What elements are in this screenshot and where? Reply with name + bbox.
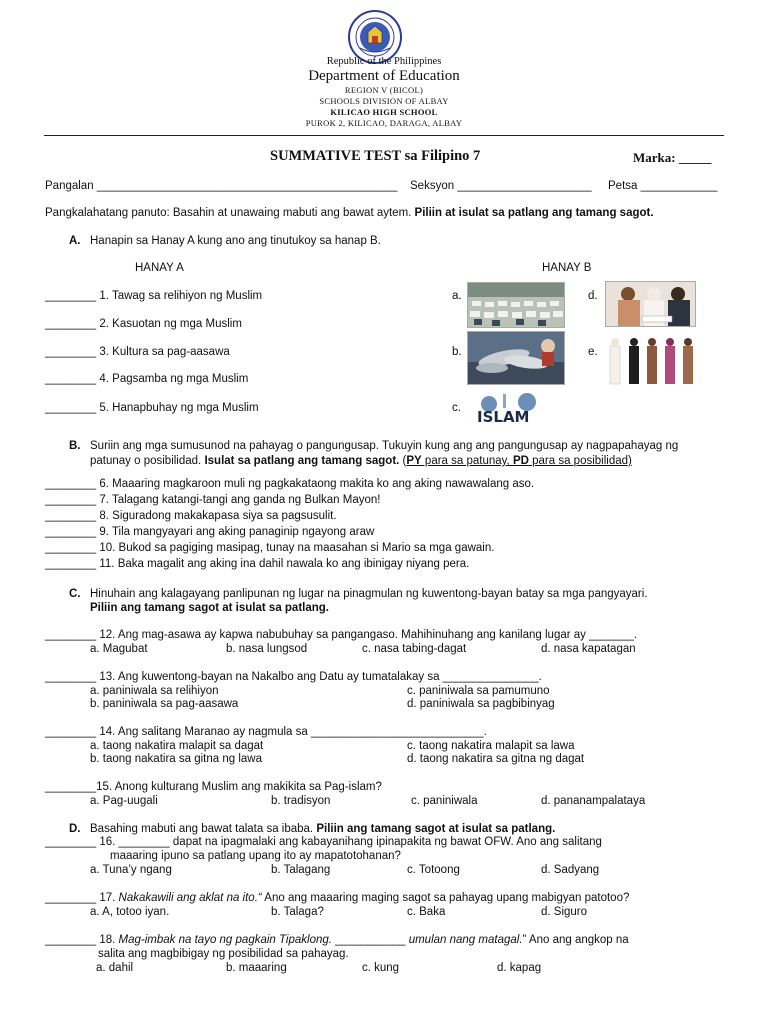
choice-d-label: d. (588, 290, 598, 302)
item-2[interactable]: ________ 2. Kasuotan ng mga Muslim (45, 318, 242, 330)
item-12-choice-a[interactable]: a. Magubat (90, 643, 148, 655)
section-a-instruction: Hanapin sa Hanay A kung ano ang tinutukoy sa hanap B. (90, 235, 381, 247)
item-14-choice-b[interactable]: b. taong nakatira sa gitna ng lawa (90, 753, 262, 765)
test-title: SUMMATIVE TEST sa Filipino 7 (270, 148, 481, 164)
item-18-choice-b[interactable]: b. maaaring (226, 962, 287, 974)
item-6[interactable]: ________ 6. Maaaring magkaroon muli ng pagkakataong makita ko ang aking nawawalang aso. (45, 478, 535, 490)
section-d-letter: D. (69, 823, 81, 835)
item-15-choice-a[interactable]: a. Pag-uugali (90, 795, 158, 807)
section-b-instruction-line2: patunay o posibilidad. Isulat sa patlang ang tamang sagot. (PY para sa patunay, PD para sa posibilidad) (90, 455, 632, 467)
school-name: KILICAO HIGH SCHOOL (330, 107, 438, 117)
item-17-choice-b[interactable]: b. Talaga? (271, 906, 324, 918)
section-a-letter: A. (69, 235, 81, 247)
item-12-choice-b[interactable]: b. nasa lungsod (226, 643, 308, 655)
item-13-choice-a[interactable]: a. paniniwala sa relihiyon (90, 685, 219, 697)
section-c-instruction-line2: Piliin ang tamang sagot at isulat sa patlang. (90, 602, 329, 614)
item-18[interactable]: ________ 18. Mag-imbak na tayo ng pagkain Tipaklong. ___________ umulan nang matagal.” Ano ang angkop na (45, 934, 629, 946)
date-field[interactable]: Petsa ____________ (608, 180, 718, 192)
item-13-choice-b[interactable]: b. paniniwala sa pag-aasawa (90, 698, 239, 710)
hanay-b-heading: HANAY B (542, 262, 592, 274)
section-d-instruction: Basahing mabuti ang bawat talata sa ibaba. Piliin ang tamang sagot at isulat sa patlang. (90, 823, 556, 835)
general-instruction: Pangkalahatang panuto: Basahin at unawaing mabuti ang bawat aytem. Piliin at isulat sa patlang ang tamang sagot. (45, 207, 654, 219)
section-b-instruction-line1: Suriin ang mga sumusunod na pahayag o pangungusap. Tukuyin kung ang ang pangungusap ay nagpapahayag ng (90, 440, 679, 452)
item-9[interactable]: ________ 9. Tila mangyayari ang aking panaginip ngayong araw (45, 526, 375, 538)
item-16-choice-a[interactable]: a. Tuna’y ngang (90, 864, 172, 876)
item-17-choice-a[interactable]: a. A, totoo iyan. (90, 906, 170, 918)
item-12-choice-c[interactable]: c. nasa tabing-dagat (362, 643, 467, 655)
school-address: PUROK 2, KILICAO, DARAGA, ALBAY (305, 118, 463, 128)
item-15-choice-d[interactable]: d. pananampalataya (541, 795, 646, 807)
name-field[interactable]: Pangalan _______________________________________________ (45, 180, 398, 192)
item-18-choice-d[interactable]: d. kapag (497, 962, 542, 974)
choice-e-label: e. (588, 346, 598, 358)
item-15-choice-b[interactable]: b. tradisyon (271, 795, 331, 807)
department-name: Department of Education (308, 68, 460, 84)
republic-line: Republic of the Philippines (326, 56, 442, 67)
item-17-choice-d[interactable]: d. Siguro (541, 906, 588, 918)
islam-logo-image (467, 392, 563, 426)
item-10[interactable]: ________ 10. Bukod sa pagiging masipag, tunay na maasahan si Mario sa mga gawain. (45, 542, 495, 554)
item-11[interactable]: ________ 11. Baka magalit ang aking ina dahil nawala ko ang ibinigay niyang pera. (45, 558, 470, 570)
choice-a-label: a. (452, 290, 462, 302)
item-17-choice-c[interactable]: c. Baka (407, 906, 446, 918)
item-12-choice-d[interactable]: d. nasa kapatagan (541, 643, 636, 655)
item-7[interactable]: ________ 7. Talagang katangi-tangi ang ganda ng Bulkan Mayon! (45, 494, 381, 506)
item-18-choice-c[interactable]: c. kung (362, 962, 400, 974)
item-16-choice-c[interactable]: c. Totoong (407, 864, 460, 876)
item-14[interactable]: ________ 14. Ang salitang Maranao ay nagmula sa ___________________________. (45, 726, 487, 738)
section-c-letter: C. (69, 588, 81, 600)
fishing-image (467, 331, 565, 385)
choice-b-label: b. (452, 346, 462, 358)
item-16-line2: maaaring ipuno sa patlang upang ito ay mapatotohanan? (110, 850, 401, 862)
item-5[interactable]: ________ 5. Hanapbuhay ng mga Muslim (45, 402, 259, 414)
item-16-choice-b[interactable]: b. Talagang (271, 864, 331, 876)
islam-word: ISLAM (477, 408, 530, 426)
header-divider (44, 135, 724, 136)
item-14-choice-a[interactable]: a. taong nakatira malapit sa dagat (90, 740, 264, 752)
muslim-attire-image (607, 336, 697, 386)
item-17[interactable]: ________ 17. Nakakawili ang aklat na ito.“ Ano ang maaaring maging sagot sa pahayag upang mabigyan patotoo? (45, 892, 630, 904)
wedding-image (605, 281, 696, 327)
item-16[interactable]: ________ 16. ________ dapat na ipagmalaki ang kabayanihang ipinapakita ng bawat OFW. Ano ang salitang (45, 836, 602, 848)
division-line: SCHOOLS DIVISION OF ALBAY (319, 96, 449, 106)
item-13-choice-c[interactable]: c. paniniwala sa pamumuno (407, 685, 550, 697)
item-13-choice-d[interactable]: d. paniniwala sa pagbibinyag (407, 698, 555, 710)
item-18-choice-a[interactable]: a. dahil (96, 962, 134, 974)
item-1[interactable]: ________ 1. Tawag sa relihiyon ng Muslim (45, 290, 263, 302)
section-c-instruction-line1: Hinuhain ang kalagayang panlipunan ng lugar na pinagmulan ng kuwentong-bayan batay sa mga pangyayari. (90, 588, 648, 600)
region-line: REGION V (BICOL) (344, 85, 424, 95)
item-15-choice-c[interactable]: c. paniniwala (411, 795, 478, 807)
item-13[interactable]: ________ 13. Ang kuwentong-bayan na Nakalbo ang Datu ay tumatalakay sa _______________. (45, 671, 542, 683)
item-8[interactable]: ________ 8. Siguradong makakapasa siya sa pagsusulit. (45, 510, 337, 522)
item-16-choice-d[interactable]: d. Sadyang (541, 864, 600, 876)
section-b-letter: B. (69, 440, 81, 452)
item-14-choice-c[interactable]: c. taong nakatira malapit sa lawa (407, 740, 575, 752)
item-14-choice-d[interactable]: d. taong nakatira sa gitna ng dagat (407, 753, 585, 765)
item-3[interactable]: ________ 3. Kultura sa pag-aasawa (45, 346, 230, 358)
hanay-a-heading: HANAY A (135, 262, 184, 274)
item-4[interactable]: ________ 4. Pagsamba ng mga Muslim (45, 373, 249, 385)
prayer-gathering-image (467, 282, 565, 328)
score-field: Marka: _____ (633, 150, 712, 165)
item-12[interactable]: ________ 12. Ang mag-asawa ay kapwa nabubuhay sa pangangaso. Mahihinuhang ang kanilang lugar ay _______. (45, 629, 638, 641)
choice-c-label: c. (452, 402, 461, 414)
item-15[interactable]: ________15. Anong kulturang Muslim ang makikita sa Pag-islam? (45, 781, 382, 793)
section-field[interactable]: Seksyon _____________________ (410, 180, 592, 192)
item-18-line2: salita ang magbibigay ng posibilidad sa pahayag. (98, 948, 349, 960)
